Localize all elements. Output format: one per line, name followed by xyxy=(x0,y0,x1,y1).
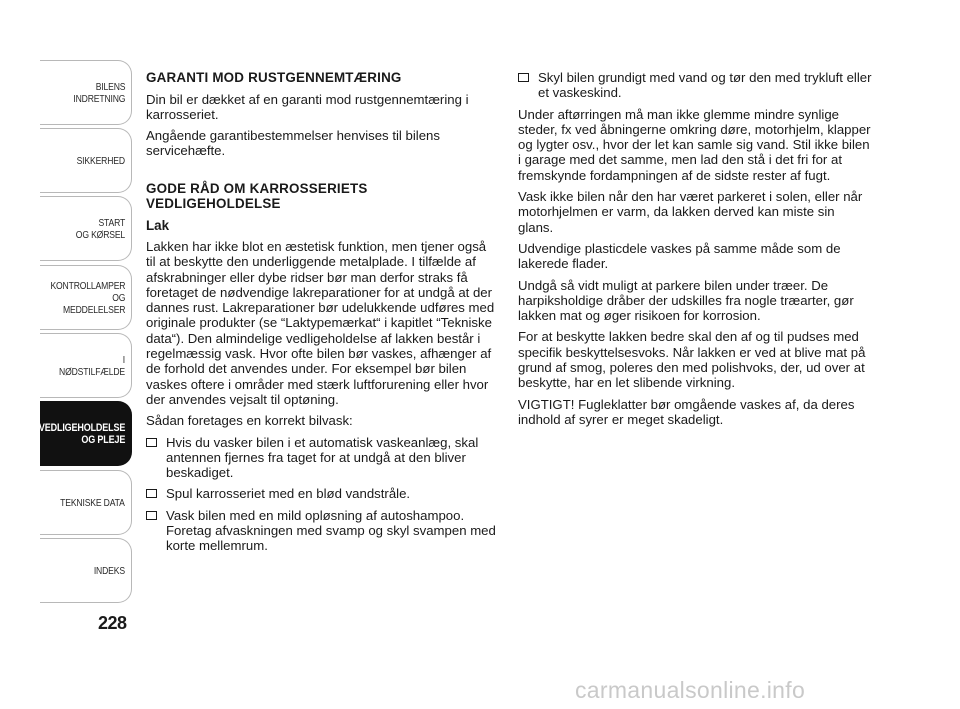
watermark: carmanualsonline.info xyxy=(575,677,806,703)
right-column xyxy=(518,70,873,433)
paragraph: Din bil er dækket af en garanti mod rustgennemtæring i karrosseriet. xyxy=(146,91,469,122)
tab-label: START OG KØRSEL xyxy=(75,216,125,241)
tab-tekniske-data[interactable] xyxy=(40,470,132,535)
page-number: 228 xyxy=(98,613,127,633)
checkbox-bullet-icon xyxy=(146,489,157,498)
list-item-text: Hvis du vasker bilen i et automatisk vaskeanlæg, skal antennen fjernes fra taget for at undgå at den bliver beskadiget. xyxy=(166,434,479,481)
list-item xyxy=(146,435,498,481)
paragraph: Lakken har ikke blot en æstetisk funktion, men tjener også til at beskytte den underliggende metalplade. I tilfælde af afskrabninger eller dybe ridser bør man derfor straks få foretaget de nødvendige lakreparationer for at undgå at der dannes rust. Lakreparationer bør udelukkende udføres med originale produkter (se “Laktypemærkat“ i kapitlet “Tekniske data“). Den almindelige vedligeholdelse af lakken består i regelmæssig vask. Hvor ofte bilen bør vaskes, afhænger af de forhold det anvendes under. For eksempel bør bilen vaskes oftere i områder med stærk luftforurening eller hvor der anvendes vejsalt til optøning. xyxy=(146,238,495,407)
tab-label: I NØDSTILFÆLDE xyxy=(59,353,125,378)
tab-label: SIKKERHED xyxy=(76,154,125,167)
left-column xyxy=(146,70,498,560)
paragraph: VIGTIGT! Fugleklatter bør omgående vaskes af, da deres indhold af syrer er meget skadeligt. xyxy=(518,396,855,427)
list-item-text: Vask bilen med en mild opløsning af autoshampoo. Foretag afvaskningen med svamp og skyl svampen med korte mellemrum. xyxy=(166,507,496,554)
checkbox-bullet-icon xyxy=(518,73,529,82)
paragraph: Udvendige plasticdele vaskes på samme måde som de lakerede flader. xyxy=(518,240,841,272)
paragraph: Vask ikke bilen når den har været parkeret i solen, eller når motorhjelmen er varm, da lakken derved kan miste sin glans. xyxy=(518,189,863,235)
tab-kontrollamper[interactable] xyxy=(40,265,132,330)
tab-indeks[interactable] xyxy=(40,538,132,603)
tab-label: BILENS INDRETNING xyxy=(73,80,125,105)
tab-vedligeholdelse-active[interactable] xyxy=(40,401,132,466)
paragraph: Angående garantibestemmelser henvises til bilens servicehæfte. xyxy=(146,128,440,159)
tab-label: TEKNISKE DATA xyxy=(60,496,125,509)
list-item-text: Spul karrosseriet med en blød vandstråle. xyxy=(166,486,411,502)
list-item xyxy=(518,70,873,101)
tab-label: KONTROLLAMPER OG MEDDELELSER xyxy=(50,279,125,316)
list-item-text: Skyl bilen grundigt med vand og tør den med trykluft eller et vaskeskind. xyxy=(538,70,872,101)
list-item xyxy=(146,486,498,501)
paragraph: Under aftørringen må man ikke glemme mindre synlige steder, fx ved åbningerne omkring døre, motorhjelm, klapper og lygter osv., hvor der let kan samle sig vand. Stil ikke bilen i garage med det samme, men lad den stå i det fri for at fremskynde fordampningen af de sidste rester af fugt. xyxy=(518,106,871,183)
tab-i-nodstilfaelde[interactable] xyxy=(40,333,132,398)
section-heading: GODE RÅD OM KARROSSERIETS VEDLIGEHOLDELSE xyxy=(146,180,368,212)
paragraph: For at beskytte lakken bedre skal den af og til pudses med specifik beskyttelsesvoks. Når lakken er ved at blive mat på grund af smog, poleres den med polishvoks, der, ud over at beskytte, har en let slibende virkning. xyxy=(518,329,866,391)
subheading: Lak xyxy=(146,217,170,233)
paragraph: Sådan foretages en korrekt bilvask: xyxy=(146,413,353,429)
checkbox-bullet-icon xyxy=(146,438,157,447)
tab-label: VEDLIGEHOLDELSE OG PLEJE xyxy=(38,421,125,446)
tab-sikkerhed[interactable] xyxy=(40,128,132,193)
checkbox-bullet-icon xyxy=(146,511,157,520)
tab-start-og-korsel[interactable] xyxy=(40,196,132,261)
paragraph: Undgå så vidt muligt at parkere bilen under træer. De harpiksholdige dråber der udskilles fra nogle træarter, gør lakken mat og øger risikoen for korrosion. xyxy=(518,277,854,324)
section-heading: GARANTI MOD RUSTGENNEMTÆRING xyxy=(146,70,402,85)
tab-label: INDEKS xyxy=(93,564,125,577)
tab-bilens-indretning[interactable] xyxy=(40,60,132,125)
list-item xyxy=(146,508,498,554)
